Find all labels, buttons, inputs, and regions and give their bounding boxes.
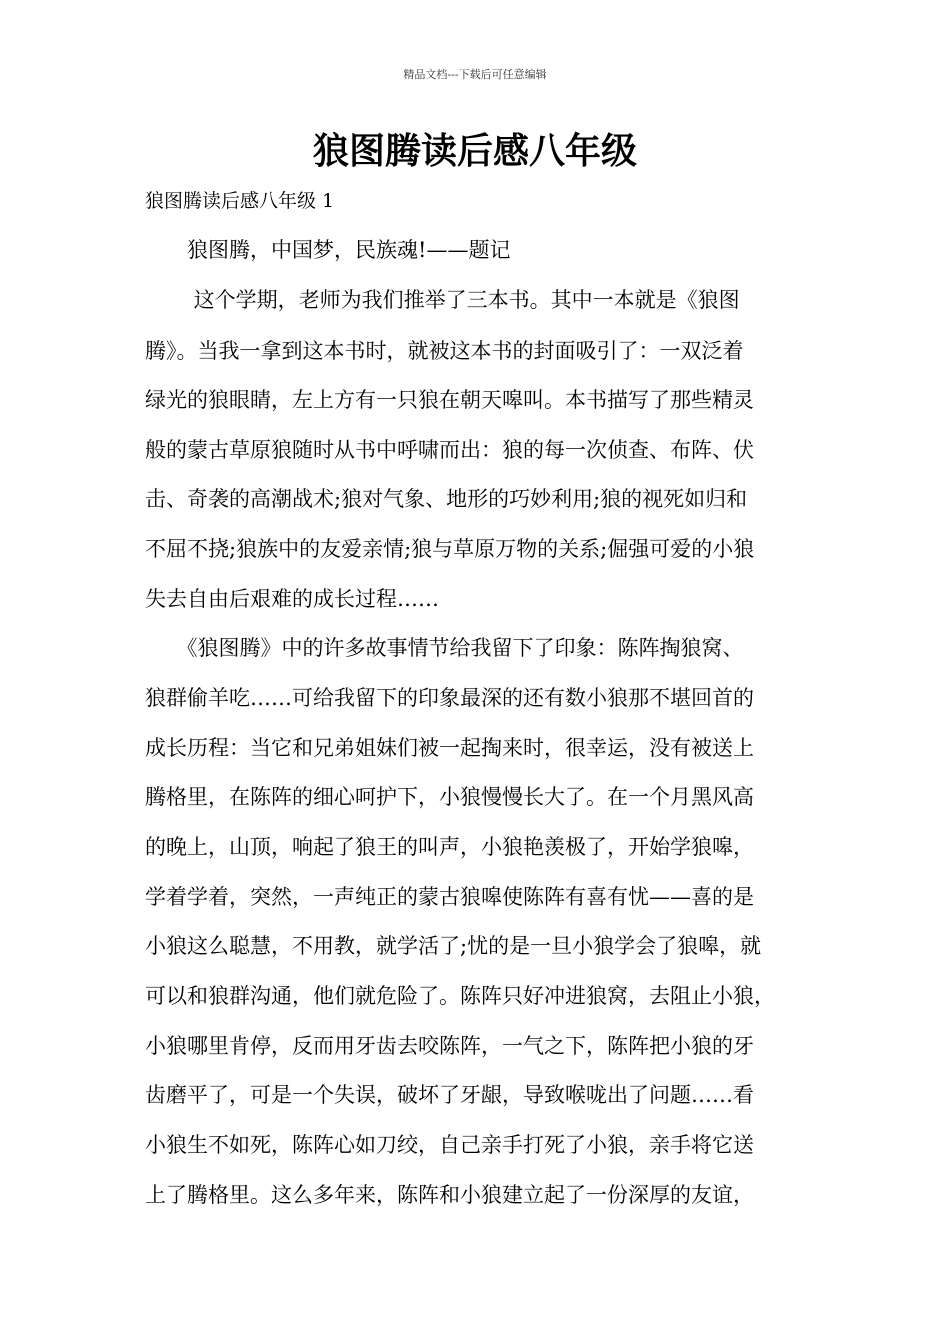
body-line: 成长历程：当它和兄弟姐妹们被一起掏来时，很幸运，没有被送上	[145, 736, 754, 760]
header-note: 精品文档---下载后可任意编辑	[403, 68, 547, 81]
body-line: 失去自由后艰难的成长过程……	[145, 587, 439, 611]
body-line: 这个学期，老师为我们推举了三本书。其中一本就是《狼图	[145, 288, 740, 312]
body-line: 腾格里，在陈阵的细心呵护下，小狼慢慢长大了。在一个月黑风高	[145, 785, 754, 809]
body-line: 腾》。当我一拿到这本书时，就被这本书的封面吸引了：一双泛着	[145, 339, 744, 363]
body-line: 狼图腾，中国梦，民族魂!——题记	[145, 238, 511, 262]
document-title: 狼图腾读后感八年级	[312, 131, 637, 172]
body-line: 小狼生不如死，陈阵心如刀绞，自己亲手打死了小狼，亲手将它送	[145, 1133, 754, 1157]
body-line: 上了腾格里。这么多年来，陈阵和小狼建立起了一份深厚的友谊，	[145, 1183, 754, 1207]
body-line: 齿磨平了，可是一个失误，破坏了牙龈，导致喉咙出了问题……看	[145, 1083, 754, 1107]
body-line: 狼群偷羊吃……可给我留下的印象最深的还有数小狼那不堪回首的	[145, 686, 754, 710]
body-line: 小狼这么聪慧，不用教，就学活了;忧的是一旦小狼学会了狼嗥，就	[145, 934, 762, 958]
body-line: 小狼哪里肯停，反而用牙齿去咬陈阵，一气之下，陈阵把小狼的牙	[145, 1034, 754, 1058]
body-line: 《狼图腾》中的许多故事情节给我留下了印象：陈阵掏狼窝、	[145, 636, 744, 660]
body-line: 击、奇袭的高潮战术;狼对气象、地形的巧妙利用;狼的视死如归和	[145, 487, 748, 511]
body-line: 绿光的狼眼睛，左上方有一只狼在朝天嗥叫。本书描写了那些精灵	[145, 388, 754, 412]
body-line: 学着学着，突然，一声纯正的蒙古狼嗥使陈阵有喜有忧——喜的是	[145, 885, 754, 909]
body-line: 可以和狼群沟通，他们就危险了。陈阵只好冲进狼窝，去阻止小狼，	[145, 984, 775, 1008]
body-line: 的晚上，山顶，响起了狼王的叫声，小狼艳羡极了，开始学狼嗥，	[145, 835, 754, 859]
body-line: 不屈不挠;狼族中的友爱亲情;狼与草原万物的关系;倔强可爱的小狼	[145, 537, 755, 561]
section-subtitle: 狼图腾读后感八年级 1	[145, 190, 335, 212]
body-line: 般的蒙古草原狼随时从书中呼啸而出：狼的每一次侦查、布阵、伏	[145, 438, 754, 462]
